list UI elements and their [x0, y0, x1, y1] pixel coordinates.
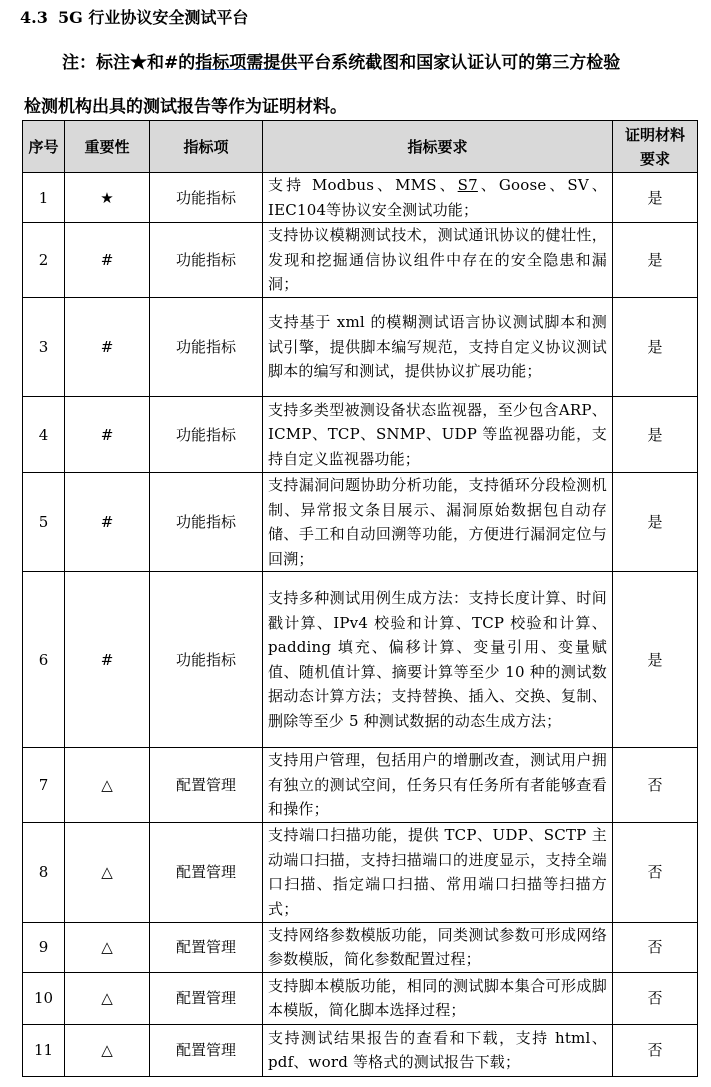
requirement-text: 支持 Modbus、MMS、 — [268, 176, 458, 194]
row-requirement — [263, 473, 613, 572]
row-requirement — [263, 1024, 613, 1076]
table-row — [23, 972, 698, 1024]
row-importance: # — [65, 572, 150, 748]
row-item: 配置管理 — [150, 922, 263, 972]
row-seq: 2 — [23, 223, 65, 298]
row-item: 功能指标 — [150, 223, 263, 298]
row-proof: 否 — [613, 822, 698, 922]
section-heading — [20, 5, 248, 28]
table-row — [23, 173, 698, 223]
row-seq: 6 — [23, 572, 65, 748]
row-seq: 8 — [23, 822, 65, 922]
row-requirement — [263, 922, 613, 972]
row-proof: 否 — [613, 748, 698, 823]
table-row — [23, 748, 698, 823]
row-requirement — [263, 822, 613, 922]
row-item: 配置管理 — [150, 972, 263, 1024]
row-importance: △ — [65, 922, 150, 972]
requirement-text: 支持协议模糊测试技术，测试通讯协议的健壮性，发现和挖掘通信协议组件中存在的安全隐患和漏洞； — [268, 226, 607, 294]
row-proof: 是 — [613, 473, 698, 572]
row-requirement — [263, 748, 613, 823]
row-proof: 否 — [613, 972, 698, 1024]
row-importance: △ — [65, 1024, 150, 1076]
table-row — [23, 822, 698, 922]
header-requirement: 指标要求 — [263, 121, 613, 173]
note-underlined-text: 指标项需提供 — [195, 53, 298, 73]
row-proof: 否 — [613, 1024, 698, 1076]
requirement-text: 支持网络参数模版功能，同类测试参数可形成网络参数模版，简化参数配置过程； — [268, 925, 607, 968]
row-requirement — [263, 572, 613, 748]
row-requirement — [263, 173, 613, 223]
row-importance: △ — [65, 748, 150, 823]
table-row — [23, 223, 698, 298]
requirement-text: 支持测试结果报告的查看和下载，支持 html、pdf、word 等格式的测试报告下载； — [268, 1028, 607, 1071]
note-line-1 — [62, 48, 620, 73]
row-importance: # — [65, 397, 150, 473]
row-requirement — [263, 972, 613, 1024]
row-proof: 否 — [613, 922, 698, 972]
note-line-2: 检测机构出具的测试报告等作为证明材料。 — [24, 97, 347, 117]
row-seq: 7 — [23, 748, 65, 823]
row-item: 配置管理 — [150, 1024, 263, 1076]
row-proof: 是 — [613, 572, 698, 748]
row-importance: # — [65, 223, 150, 298]
table-header-row — [23, 121, 698, 173]
row-proof: 是 — [613, 173, 698, 223]
table-row — [23, 922, 698, 972]
row-requirement — [263, 397, 613, 473]
row-requirement — [263, 298, 613, 397]
requirement-text: 支持用户管理，包括用户的增删改查，测试用户拥有独立的测试空间，任务只有任务所有者能够查看和操作； — [268, 751, 607, 818]
section-title: 5G 行业协议安全测试平台 — [58, 8, 249, 27]
requirements-table — [22, 120, 698, 1077]
row-seq: 10 — [23, 972, 65, 1024]
row-importance: △ — [65, 972, 150, 1024]
row-seq: 5 — [23, 473, 65, 572]
row-proof: 是 — [613, 223, 698, 298]
requirement-text: 支持多类型被测设备状态监视器，至少包含ARP、ICMP、TCP、SNMP、UDP 等监视器功能，支持自定义监视器功能； — [268, 400, 607, 468]
requirement-text: 支持基于 xml 的模糊测试语言协议测试脚本和测试引擎，提供脚本编写规范，支持自定义协议测试脚本的编写和测试，提供协议扩展功能； — [268, 313, 607, 381]
row-item: 功能指标 — [150, 572, 263, 748]
row-seq: 4 — [23, 397, 65, 473]
row-seq: 3 — [23, 298, 65, 397]
row-proof: 是 — [613, 298, 698, 397]
row-proof: 是 — [613, 397, 698, 473]
requirement-text: 支持端口扫描功能，提供 TCP、UDP、SCTP 主动端口扫描，支持扫描端口的进度显示，支持全端口扫描、指定端口扫描、常用端口扫描等扫描方式； — [268, 826, 607, 918]
requirement-text: 支持脚本模版功能，相同的测试脚本集合可形成脚本模版，简化脚本选择过程； — [268, 976, 607, 1019]
row-importance: # — [65, 298, 150, 397]
row-requirement — [263, 223, 613, 298]
requirement-text: 支持漏洞问题协助分析功能，支持循环分段检测机制、异常报文条目展示、漏洞原始数据包自动存储、手工和自动回溯等功能，方便进行漏洞定位与回溯； — [268, 476, 607, 568]
section-number: 4.3 — [20, 8, 48, 27]
requirement-underlined-text: S7 — [457, 176, 478, 194]
row-item: 功能指标 — [150, 173, 263, 223]
note-prefix: 注：标注★和#的 — [62, 53, 196, 73]
row-seq: 11 — [23, 1024, 65, 1076]
row-item: 配置管理 — [150, 748, 263, 823]
row-importance: △ — [65, 822, 150, 922]
table-row — [23, 572, 698, 748]
table-row — [23, 1024, 698, 1076]
row-importance: # — [65, 473, 150, 572]
header-importance: 重要性 — [65, 121, 150, 173]
row-importance: ★ — [65, 173, 150, 223]
header-seq: 序号 — [23, 121, 65, 173]
row-seq: 9 — [23, 922, 65, 972]
row-item: 功能指标 — [150, 298, 263, 397]
row-item: 配置管理 — [150, 822, 263, 922]
row-seq: 1 — [23, 173, 65, 223]
table-row — [23, 397, 698, 473]
requirement-text-tail: 、Goose、SV、IEC104等协议安全测试功能； — [268, 176, 607, 219]
table-row — [23, 473, 698, 572]
row-item: 功能指标 — [150, 473, 263, 572]
note-suffix: 平台系统截图和国家认证认可的第三方检验 — [297, 53, 621, 73]
row-item: 功能指标 — [150, 397, 263, 473]
table-row — [23, 298, 698, 397]
header-proof: 证明材料要求 — [613, 121, 698, 173]
requirement-text: 支持多种测试用例生成方法：支持长度计算、时间戳计算、IPv4 校验和计算、TCP 校验和计算、padding 填充、偏移计算、变量引用、变量赋值、随机值计算、摘要计算等至少 10 种的测试数据动态计算方法；支持替换、插入、交换、复制、删除等至少 5 种测试数据的动态生成方法； — [268, 589, 607, 730]
header-item: 指标项 — [150, 121, 263, 173]
